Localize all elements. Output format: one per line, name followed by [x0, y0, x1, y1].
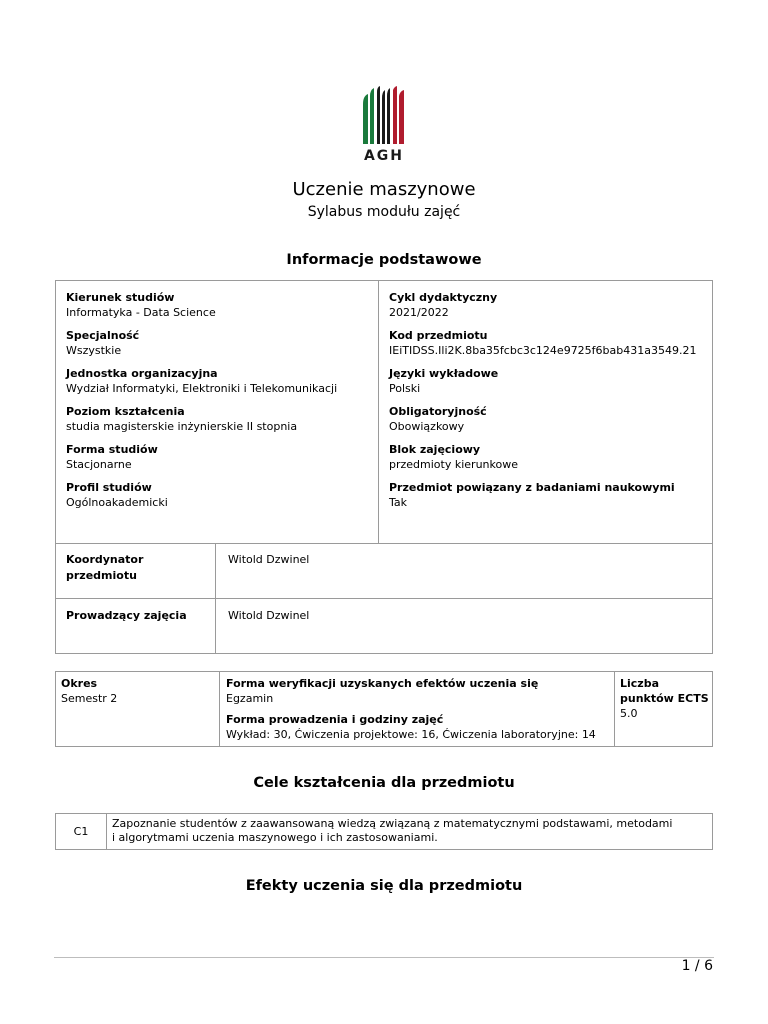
- field-label: Profil studiów: [66, 481, 152, 494]
- logo-text: AGH: [363, 148, 405, 164]
- column-divider: [219, 672, 220, 746]
- period-label: Okres: [61, 677, 98, 690]
- field-value: Obowiązkowy: [389, 420, 465, 433]
- objectives-table: [55, 813, 713, 850]
- field-value: Stacjonarne: [66, 458, 132, 471]
- field-value: Informatyka - Data Science: [66, 306, 216, 319]
- row-divider: [56, 543, 712, 544]
- ects-label-line2: punktów ECTS: [620, 692, 709, 705]
- instructor-label: Prowadzący zajęcia: [66, 609, 187, 622]
- field-education-level: [66, 404, 297, 434]
- field-label: Obligatoryjność: [389, 405, 487, 418]
- field-label: Jednostka organizacyjna: [66, 367, 218, 380]
- field-label: Cykl dydaktyczny: [389, 291, 498, 304]
- period-cell: [61, 676, 117, 706]
- agh-logo: [360, 86, 408, 166]
- objective-description: [112, 817, 672, 845]
- agh-logo-emblem: [360, 86, 408, 144]
- field-course-block: [389, 442, 518, 472]
- instructor-value: Witold Dzwinel: [228, 609, 310, 622]
- field-languages: [389, 366, 498, 396]
- basic-info-table: [55, 280, 713, 654]
- field-specialization: [66, 328, 139, 358]
- field-label: Forma studiów: [66, 443, 158, 456]
- coordinator-label: [66, 552, 143, 584]
- hours-value: Wykład: 30, Ćwiczenia projektowe: 16, Ćwiczenia laboratoryjne: 14: [226, 728, 596, 741]
- field-label: Języki wykładowe: [389, 367, 499, 380]
- field-value: IEiTIDSS.Ili2K.8ba35fcbc3c124e9725f6bab431a3549.21: [389, 344, 697, 357]
- field-label: Blok zajęciowy: [389, 443, 481, 456]
- field-label: Poziom kształcenia: [66, 405, 185, 418]
- objective-line1: Zapoznanie studentów z zaawansowaną wiedzą związaną z matematycznymi podstawami, metodami: [112, 817, 673, 830]
- hours-label: Forma prowadzenia i godziny zajęć: [226, 713, 444, 726]
- verification-value: Egzamin: [226, 692, 274, 705]
- period-value: Semestr 2: [61, 692, 118, 705]
- field-value: Tak: [389, 496, 408, 509]
- basic-info-heading: Informacje podstawowe: [286, 252, 482, 268]
- field-value: 2021/2022: [389, 306, 449, 319]
- field-value: Polski: [389, 382, 421, 395]
- field-course-code: [389, 328, 696, 358]
- field-label: Specjalność: [66, 329, 140, 342]
- objective-code: C1: [73, 825, 89, 838]
- coordinator-label-line1: Koordynator: [66, 553, 144, 566]
- field-study-profile: [66, 480, 168, 510]
- field-label: Przedmiot powiązany z badaniami naukowymi: [389, 481, 675, 494]
- field-organizational-unit: [66, 366, 337, 396]
- field-research-related: [389, 480, 675, 510]
- coordinator-label-line2: przedmiotu: [66, 569, 137, 582]
- column-divider: [614, 672, 615, 746]
- field-value: Wszystkie: [66, 344, 122, 357]
- verification-cell: [226, 676, 596, 742]
- objective-line2: i algorytmami uczenia maszynowego i ich zastosowaniami.: [112, 831, 438, 844]
- field-study-form: [66, 442, 158, 472]
- ects-label-line1: Liczba: [620, 677, 659, 690]
- column-divider: [106, 814, 107, 849]
- outcomes-heading: Efekty uczenia się dla przedmiotu: [245, 878, 523, 894]
- field-label: Kod przedmiotu: [389, 329, 488, 342]
- ects-value: 5.0: [620, 707, 638, 720]
- field-study-direction: [66, 290, 216, 320]
- field-didactic-cycle: [389, 290, 497, 320]
- objectives-heading: Cele kształcenia dla przedmiotu: [253, 775, 515, 791]
- document-title: Uczenie maszynowe: [292, 179, 476, 200]
- footer-divider: [54, 957, 714, 958]
- field-obligatoriness: [389, 404, 487, 434]
- verification-label: Forma weryfikacji uzyskanych efektów uczenia się: [226, 677, 539, 690]
- field-value: Ogólnoakademicki: [66, 496, 168, 509]
- field-value: przedmioty kierunkowe: [389, 458, 518, 471]
- column-divider: [378, 281, 379, 543]
- page-indicator: 1 / 6: [681, 958, 713, 974]
- field-value: Wydział Informatyki, Elektroniki i Telekomunikacji: [66, 382, 338, 395]
- ects-cell: [620, 676, 709, 721]
- field-value: studia magisterskie inżynierskie II stopnia: [66, 420, 298, 433]
- row-divider: [56, 598, 712, 599]
- coordinator-value: Witold Dzwinel: [228, 553, 310, 566]
- document-subtitle: Sylabus modułu zajęć: [307, 204, 461, 220]
- semester-table: [55, 671, 713, 747]
- field-label: Kierunek studiów: [66, 291, 175, 304]
